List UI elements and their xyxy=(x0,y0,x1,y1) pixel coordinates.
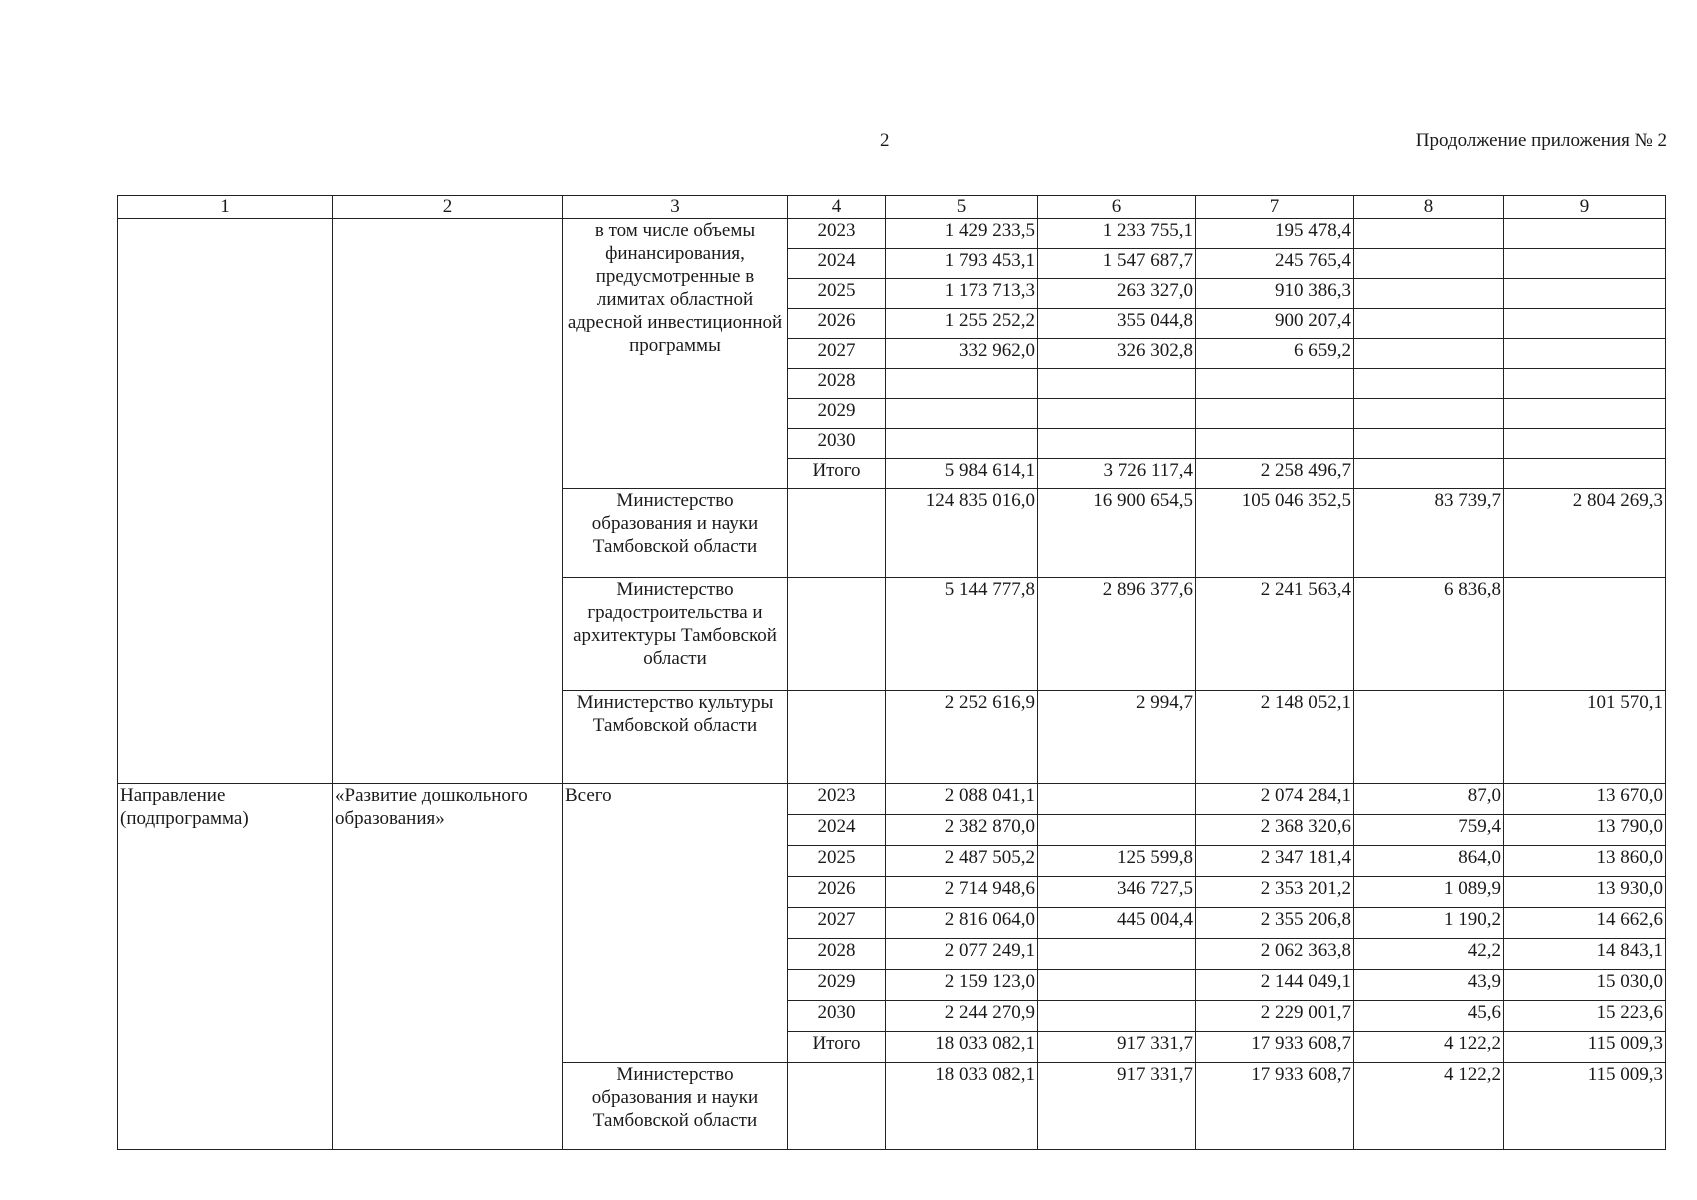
column-number-row xyxy=(118,196,1666,219)
value-cell: 42,2 xyxy=(1354,939,1504,970)
value-cell: 2 062 363,8 xyxy=(1196,939,1354,970)
value-cell: 1 547 687,7 xyxy=(1038,249,1196,279)
value-cell: 13 930,0 xyxy=(1504,877,1666,908)
value-cell xyxy=(1196,429,1354,459)
value-cell xyxy=(1504,309,1666,339)
value-cell: 1 190,2 xyxy=(1354,908,1504,939)
col-header-7: 7 xyxy=(1196,196,1354,219)
value-cell: 2 229 001,7 xyxy=(1196,1001,1354,1032)
value-cell: 445 004,4 xyxy=(1038,908,1196,939)
value-cell: 2 487 505,2 xyxy=(886,846,1038,877)
year-cell: 2028 xyxy=(788,939,886,970)
value-cell: 87,0 xyxy=(1354,784,1504,815)
year-cell: 2029 xyxy=(788,399,886,429)
year-cell: 2027 xyxy=(788,908,886,939)
year-cell: 2029 xyxy=(788,970,886,1001)
value-cell xyxy=(1038,939,1196,970)
value-cell: 115 009,3 xyxy=(1504,1032,1666,1063)
col-header-4: 4 xyxy=(788,196,886,219)
value-cell: 6 836,8 xyxy=(1354,578,1504,691)
value-cell xyxy=(1354,249,1504,279)
value-cell xyxy=(1354,399,1504,429)
year-cell: Итого xyxy=(788,459,886,489)
value-cell: 917 331,7 xyxy=(1038,1032,1196,1063)
value-cell: 6 659,2 xyxy=(1196,339,1354,369)
year-cell: 2026 xyxy=(788,877,886,908)
value-cell: 2 714 948,6 xyxy=(886,877,1038,908)
value-cell: 17 933 608,7 xyxy=(1196,1063,1354,1150)
year-cell: 2027 xyxy=(788,339,886,369)
value-cell xyxy=(1504,249,1666,279)
value-cell: 1 429 233,5 xyxy=(886,219,1038,249)
year-cell: 2030 xyxy=(788,1001,886,1032)
value-cell: 2 159 123,0 xyxy=(886,970,1038,1001)
value-cell: 1 089,9 xyxy=(1354,877,1504,908)
value-cell: 115 009,3 xyxy=(1504,1063,1666,1150)
value-cell xyxy=(1504,279,1666,309)
col-header-5: 5 xyxy=(886,196,1038,219)
value-cell: 195 478,4 xyxy=(1196,219,1354,249)
value-cell: 1 233 755,1 xyxy=(1038,219,1196,249)
value-cell: 2 804 269,3 xyxy=(1504,489,1666,578)
value-cell: 2 252 616,9 xyxy=(886,691,1038,784)
year-cell: 2024 xyxy=(788,815,886,846)
value-cell: 759,4 xyxy=(1354,815,1504,846)
year-cell: 2028 xyxy=(788,369,886,399)
value-cell: 4 122,2 xyxy=(1354,1032,1504,1063)
value-cell xyxy=(1354,369,1504,399)
value-cell: 2 144 049,1 xyxy=(1196,970,1354,1001)
value-cell: 105 046 352,5 xyxy=(1196,489,1354,578)
value-cell xyxy=(1354,459,1504,489)
value-cell: 4 122,2 xyxy=(1354,1063,1504,1150)
total-label: Всего xyxy=(563,784,788,1063)
value-cell: 17 933 608,7 xyxy=(1196,1032,1354,1063)
year-cell: 2024 xyxy=(788,249,886,279)
value-cell xyxy=(1196,399,1354,429)
value-cell xyxy=(1504,429,1666,459)
value-cell xyxy=(1504,399,1666,429)
value-cell xyxy=(1504,339,1666,369)
value-cell xyxy=(1196,369,1354,399)
value-cell: 2 896 377,6 xyxy=(1038,578,1196,691)
subprogram-title: «Развитие дошкольного образования» xyxy=(333,784,563,1150)
direction-label: Направление (подпрограмма) xyxy=(118,784,333,1150)
value-cell: 2 353 201,2 xyxy=(1196,877,1354,908)
value-cell: 15 223,6 xyxy=(1504,1001,1666,1032)
value-cell: 355 044,8 xyxy=(1038,309,1196,339)
value-cell: 1 793 453,1 xyxy=(886,249,1038,279)
value-cell: 1 255 252,2 xyxy=(886,309,1038,339)
value-cell: 2 355 206,8 xyxy=(1196,908,1354,939)
col-header-8: 8 xyxy=(1354,196,1504,219)
page-number: 2 xyxy=(880,130,890,151)
value-cell: 2 088 041,1 xyxy=(886,784,1038,815)
value-cell xyxy=(1354,429,1504,459)
value-cell: 45,6 xyxy=(1354,1001,1504,1032)
value-cell: 2 994,7 xyxy=(1038,691,1196,784)
value-cell: 13 670,0 xyxy=(1504,784,1666,815)
year-cell xyxy=(788,1063,886,1150)
value-cell: 2 244 270,9 xyxy=(886,1001,1038,1032)
value-cell xyxy=(1038,369,1196,399)
value-cell xyxy=(1354,339,1504,369)
year-cell xyxy=(788,691,886,784)
continuation-label: Продолжение приложения № 2 xyxy=(1415,130,1667,151)
value-cell xyxy=(886,369,1038,399)
value-cell: 245 765,4 xyxy=(1196,249,1354,279)
value-cell xyxy=(1354,691,1504,784)
value-cell: 2 077 249,1 xyxy=(886,939,1038,970)
year-cell: 2025 xyxy=(788,846,886,877)
value-cell: 43,9 xyxy=(1354,970,1504,1001)
year-cell: 2030 xyxy=(788,429,886,459)
value-cell: 3 726 117,4 xyxy=(1038,459,1196,489)
ministry-name: Министерство градостроительства и архитектуры Тамбовской области xyxy=(563,578,788,691)
year-cell xyxy=(788,578,886,691)
cell-col2-empty xyxy=(333,219,563,784)
ministry-name: Министерство образования и науки Тамбовской области xyxy=(563,1063,788,1150)
value-cell: 14 843,1 xyxy=(1504,939,1666,970)
value-cell xyxy=(1354,279,1504,309)
value-cell: 2 368 320,6 xyxy=(1196,815,1354,846)
value-cell xyxy=(1038,1001,1196,1032)
value-cell: 15 030,0 xyxy=(1504,970,1666,1001)
year-cell: 2026 xyxy=(788,309,886,339)
year-cell: 2025 xyxy=(788,279,886,309)
value-cell xyxy=(1354,219,1504,249)
value-cell xyxy=(1038,784,1196,815)
value-cell xyxy=(886,429,1038,459)
year-cell xyxy=(788,489,886,578)
col-header-6: 6 xyxy=(1038,196,1196,219)
ministry-name: Министерство образования и науки Тамбовской области xyxy=(563,489,788,578)
value-cell xyxy=(1504,578,1666,691)
value-cell: 124 835 016,0 xyxy=(886,489,1038,578)
col-header-2: 2 xyxy=(333,196,563,219)
value-cell: 910 386,3 xyxy=(1196,279,1354,309)
value-cell: 2 074 284,1 xyxy=(1196,784,1354,815)
value-cell: 326 302,8 xyxy=(1038,339,1196,369)
value-cell: 917 331,7 xyxy=(1038,1063,1196,1150)
value-cell: 1 173 713,3 xyxy=(886,279,1038,309)
col-header-3: 3 xyxy=(563,196,788,219)
value-cell: 83 739,7 xyxy=(1354,489,1504,578)
value-cell: 2 382 870,0 xyxy=(886,815,1038,846)
col-header-1: 1 xyxy=(118,196,333,219)
value-cell xyxy=(1038,429,1196,459)
value-cell: 5 144 777,8 xyxy=(886,578,1038,691)
year-cell: 2023 xyxy=(788,219,886,249)
value-cell xyxy=(1038,399,1196,429)
table-row xyxy=(118,219,1666,249)
value-cell: 2 148 052,1 xyxy=(1196,691,1354,784)
value-cell: 900 207,4 xyxy=(1196,309,1354,339)
value-cell: 2 816 064,0 xyxy=(886,908,1038,939)
value-cell: 18 033 082,1 xyxy=(886,1063,1038,1150)
value-cell xyxy=(1354,309,1504,339)
value-cell: 125 599,8 xyxy=(1038,846,1196,877)
value-cell xyxy=(1504,459,1666,489)
value-cell: 2 347 181,4 xyxy=(1196,846,1354,877)
value-cell xyxy=(1038,815,1196,846)
value-cell xyxy=(886,399,1038,429)
col-header-9: 9 xyxy=(1504,196,1666,219)
year-cell: Итого xyxy=(788,1032,886,1063)
value-cell: 14 662,6 xyxy=(1504,908,1666,939)
cell-col1-empty xyxy=(118,219,333,784)
value-cell xyxy=(1504,369,1666,399)
value-cell xyxy=(1504,219,1666,249)
ministry-name: Министерство культуры Тамбовской области xyxy=(563,691,788,784)
value-cell xyxy=(1038,970,1196,1001)
table-row xyxy=(118,784,1666,815)
value-cell: 346 727,5 xyxy=(1038,877,1196,908)
aip-financing-label: в том числе объемы финансирования, предусмотренные в лимитах областной адресной инвестиционной программы xyxy=(563,219,788,489)
value-cell: 13 790,0 xyxy=(1504,815,1666,846)
year-cell: 2023 xyxy=(788,784,886,815)
value-cell: 18 033 082,1 xyxy=(886,1032,1038,1063)
funding-table xyxy=(117,195,1666,1150)
value-cell: 332 962,0 xyxy=(886,339,1038,369)
value-cell: 101 570,1 xyxy=(1504,691,1666,784)
value-cell: 2 258 496,7 xyxy=(1196,459,1354,489)
value-cell: 13 860,0 xyxy=(1504,846,1666,877)
value-cell: 5 984 614,1 xyxy=(886,459,1038,489)
value-cell: 864,0 xyxy=(1354,846,1504,877)
value-cell: 16 900 654,5 xyxy=(1038,489,1196,578)
value-cell: 263 327,0 xyxy=(1038,279,1196,309)
value-cell: 2 241 563,4 xyxy=(1196,578,1354,691)
